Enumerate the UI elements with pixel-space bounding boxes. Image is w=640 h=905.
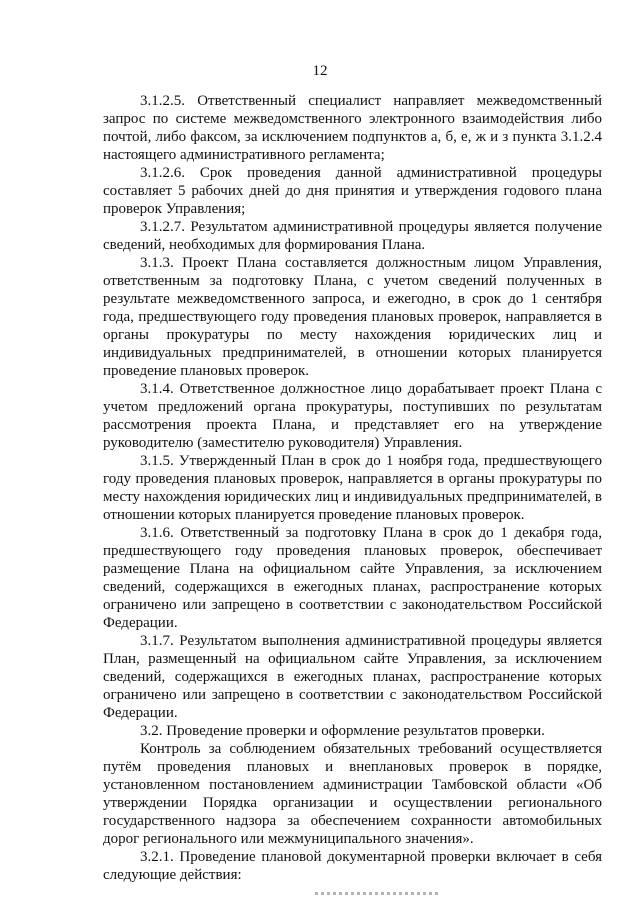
document-body xyxy=(103,92,602,884)
paragraph-3-1-2-5: 3.1.2.5. Ответственный специалист направляет межведомственный запрос по системе межведомственного электронного взаимодействия либо почтой, либо факсом, за исключением подпунктов а, б, е, ж и з пункта 3.1.2.4 настоящего административного регламента; xyxy=(103,93,602,163)
paragraph-3-1-2-6: 3.1.2.6. Срок проведения данной административной процедуры составляет 5 рабочих дней до дня принятия и утверждения годового плана проверок Управления; xyxy=(103,165,602,217)
paragraph-control: Контроль за соблюдением обязательных требований осуществляется путём проведения плановых и внеплановых проверок в порядке, установленном постановлением администрации Тамбовской области «Об утверждении Порядка организации и осуществлении регионального государственного надзора за обеспечением сохранности автомобильных дорог регионального или межмуниципального значения». xyxy=(103,741,602,847)
page-number: 12 xyxy=(312,63,328,79)
paragraph-3-2-1: 3.2.1. Проведение плановой документарной проверки включает в себя следующие действия: xyxy=(103,849,602,883)
paragraph-3-1-7: 3.1.7. Результатом выполнения административной процедуры является План, размещенный на официальном сайте Управления, за исключением сведений, содержащихся в ежегодных планах, распространение которых ограничено или запрещено в соответствии с законодательством Российской Федерации. xyxy=(103,633,602,721)
paragraph-3-1-6: 3.1.6. Ответственный за подготовку Плана в срок до 1 декабря года, предшествующего году проведения плановых проверок, обеспечивает размещение Плана на официальном сайте Управления, за исключением сведений, содержащихся в ежегодных планах, распространение которых ограничено или запрещено в соответствии с законодательством Российской Федерации. xyxy=(103,525,602,631)
paragraph-3-1-3: 3.1.3. Проект Плана составляется должностным лицом Управления, ответственным за подготовку Плана, с учетом сведений полученных в результате межведомственного запроса, и ежегодно, в срок до 1 сентября года, предшествующего году проведения плановых проверок, направляется в органы прокуратуры по месту нахождения юридических лиц и индивидуальных предпринимателей, в отношении которых планируется проведение плановых проверок. xyxy=(103,255,602,379)
section-heading-3-2: 3.2. Проведение проверки и оформление результатов проверки. xyxy=(140,723,545,739)
paragraph-3-1-4: 3.1.4. Ответственное должностное лицо дорабатывает проект Плана с учетом предложений органа прокуратуры, поступивших по результатам рассмотрения проекта Плана, и представляет его на утверждение руководителю (заместителю руководителя) Управления. xyxy=(103,381,602,451)
scan-artifact xyxy=(315,892,440,895)
paragraph-3-1-2-7: 3.1.2.7. Результатом административной процедуры является получение сведений, необходимых для формирования Плана. xyxy=(103,219,602,253)
paragraph-3-1-5: 3.1.5. Утвержденный План в срок до 1 ноября года, предшествующего году проведения плановых проверок, направляется в органы прокуратуры по месту нахождения юридических лиц и индивидуальных предпринимателей, в отношении которых планируется проведение плановых проверок. xyxy=(103,453,602,523)
